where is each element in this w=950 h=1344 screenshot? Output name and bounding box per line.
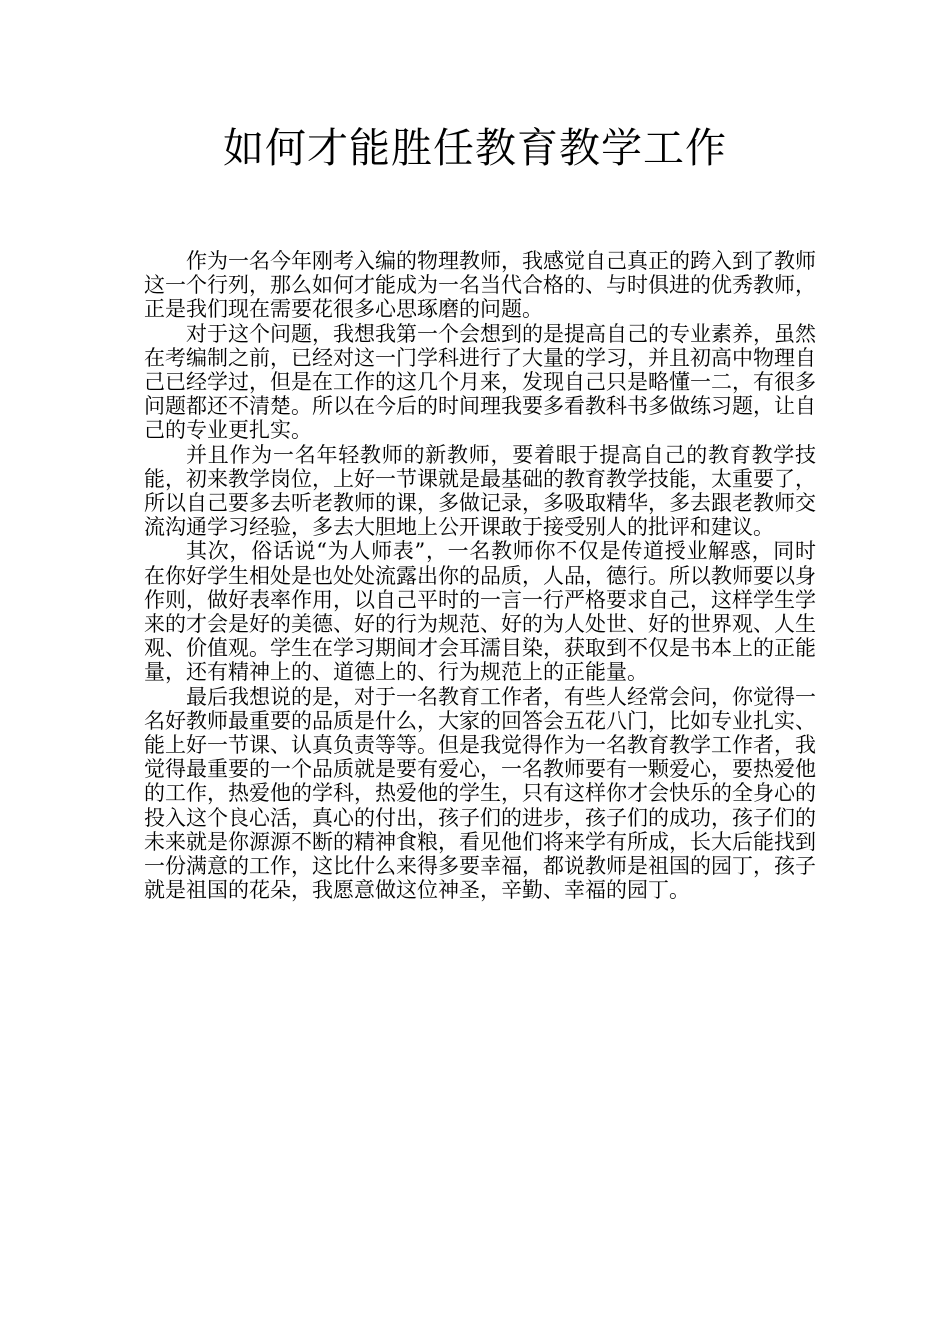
- document-title: 如何才能胜任教育教学工作: [223, 124, 727, 172]
- paragraph-4: 其次，俗话说“为人师表”，一名教师你不仅是传道授业解惑，同时在你好学生相处是也处处流露出你的品质，人品，德行。所以教师要以身作则，做好表率作用，以自己平时的一言一行严格要求自己，这样学生学来的才会是好的美德、好的行为规范、好的为人处世、好的世界观、人生观、价值观。学生在学习期间才会耳濡目染，获取到不仅是书本上的正能量，还有精神上的、道德上的、行为规范上的正能量。: [144, 539, 816, 685]
- paragraph-5: 最后我想说的是，对于一名教育工作者，有些人经常会问，你觉得一名好教师最重要的品质是什么，大家的回答会五花八门，比如专业扎实、能上好一节课、认真负责等等。但是我觉得作为一名教育教学工作者，我觉得最重要的一个品质就是要有爱心，一名教师要有一颗爱心，要热爱他的工作，热爱他的学科，热爱他的学生，只有这样你才会快乐的全身心的投入这个良心活，真心的付出，孩子们的进步，孩子们的成功，孩子们的未来就是你源源不断的精神食粮，看见他们将来学有所成，长大后能找到一份满意的工作，这比什么来得多要幸福，都说教师是祖国的园丁，孩子就是祖国的花朵，我愿意做这位神圣，辛勤、幸福的园丁。: [144, 684, 816, 903]
- paragraph-2: 对于这个问题，我想我第一个会想到的是提高自己的专业素养，虽然在考编制之前，已经对这一门学科进行了大量的学习，并且初高中物理自己已经学过，但是在工作的这几个月来，发现自己只是略懂一二，有很多问题都还不清楚。所以在今后的时间理我要多看教科书多做练习题，让自己的专业更扎实。: [144, 321, 816, 443]
- paragraph-1: 作为一名今年刚考入编的物理教师，我感觉自己真正的跨入到了教师这一个行列，那么如何才能成为一名当代合格的、与时俱进的优秀教师，正是我们现在需要花很多心思琢磨的问题。: [144, 249, 816, 322]
- paragraph-3: 并且作为一名年轻教师的新教师，要着眼于提高自己的教育教学技能，初来教学岗位，上好一节课就是最基础的教育教学技能，太重要了，所以自己要多去听老教师的课，多做记录，多吸取精华，多去跟老教师交流沟通学习经验，多去大胆地上公开课敢于接受别人的批评和建议。: [144, 442, 816, 540]
- document-body: [144, 249, 816, 902]
